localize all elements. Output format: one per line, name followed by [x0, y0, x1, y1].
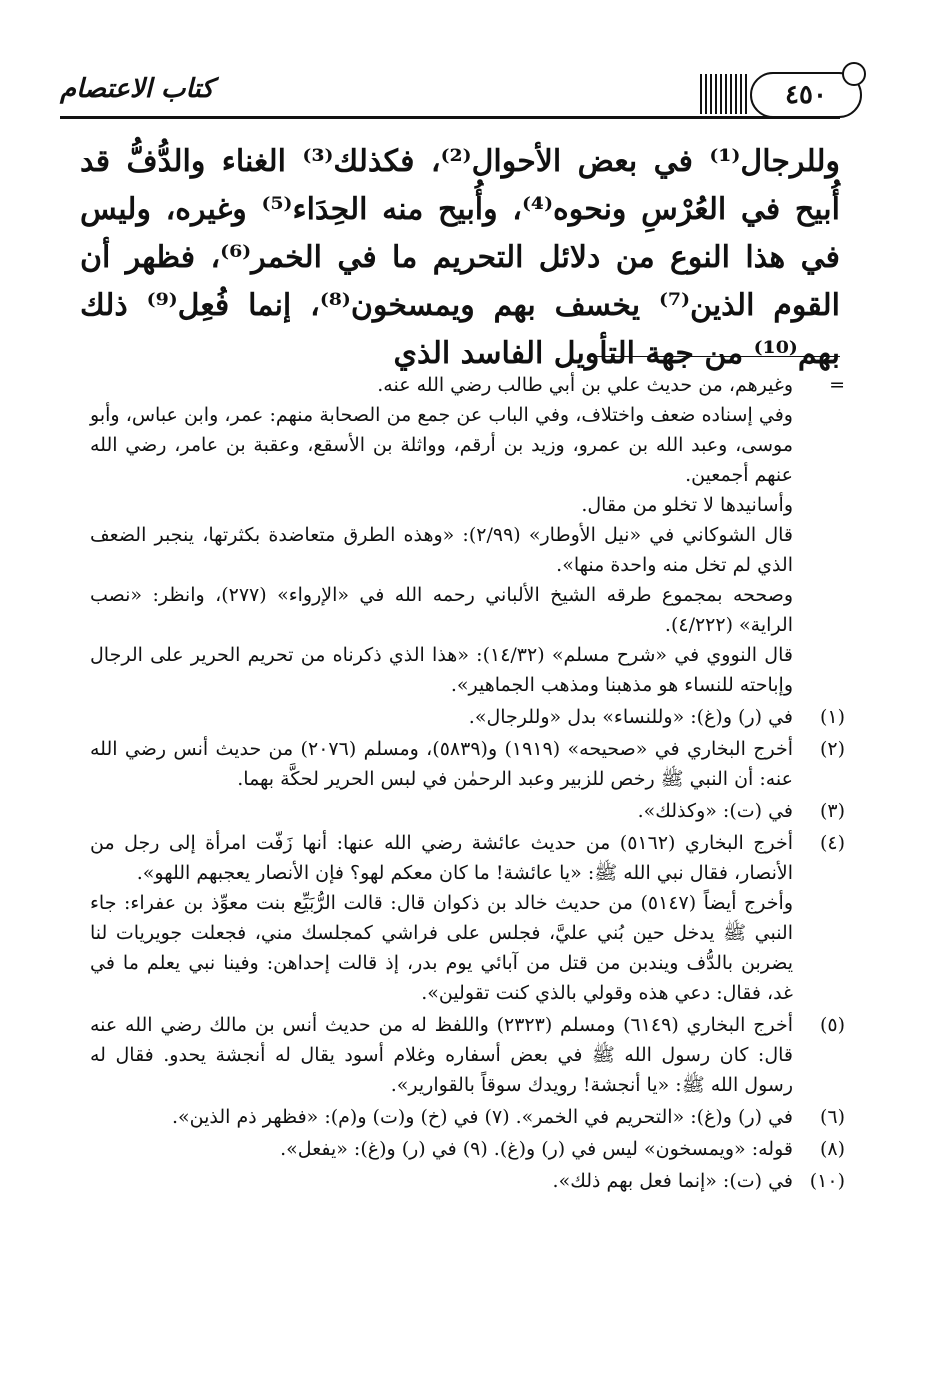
- footnote-body: [90, 1010, 793, 1100]
- continuation-paragraph: قال النووي في «شرح مسلم» (١٤/٣٢): «هذا الذي ذكرناه من تحريم الحرير على الرجال وإباحته للنساء هو مذهبنا ومذهب الجماهير».: [90, 644, 793, 696]
- footnote-paragraph: أخرج البخاري (٥١٦٢) من حديث عائشة رضي الله عنها: أنها زَفّت امرأة إلى رجل من الأنصار، فقال نبي الله ﷺ: «يا عائشة! ما كان معكم لهو؟ فإن الأنصار يعجبهم اللهو».: [90, 832, 793, 884]
- footnote: [90, 1010, 845, 1100]
- footnote-paragraph: قوله: «ويمسخون» ليس في (ر) و(غ). (٩) في (ر) و(غ): «يفعل».: [280, 1138, 793, 1160]
- footnote-separator: [588, 356, 840, 357]
- footnote-paragraph: في (ر) و(غ): «وللنساء» بدل «وللرجال».: [468, 706, 793, 728]
- footnote-number: (٦): [819, 1106, 845, 1128]
- main-paragraph: وللرجال⁽¹⁾ في بعض الأحوال⁽²⁾، فكذلك⁽³⁾ الغناء والدُّفُّ قد أُبيح في العُرْسِ ونحوه⁽⁴⁾، وأُبيح منه الحِدَاء⁽⁵⁾ وغيره، وليس في هذا النوع من دلائل التحريم ما في الخمر⁽⁶⁾، فظهر أن القوم الذين⁽⁷⁾ يخسف بهم ويمسخون⁽⁸⁾، إنما فُعِل⁽⁹⁾ ذلك بهم⁽¹⁰⁾ من جهة التأويل الفاسد الذي: [80, 144, 841, 371]
- footnote-paragraph: في (ر) و(غ): «التحريم في الخمر». (٧) في (خ) و(ت) و(م): «فظهر ذم الذين».: [172, 1106, 793, 1128]
- continuation-mark: =: [829, 374, 845, 396]
- continuation-paragraph: وأسانيدها لا تخلو من مقال.: [581, 494, 793, 516]
- main-text: [80, 138, 840, 378]
- footnote-number: (١): [819, 706, 845, 728]
- footnote-body: [90, 1134, 793, 1164]
- footnote-number: (٥): [819, 1014, 845, 1036]
- footnote-list: [90, 702, 845, 1196]
- header-rule: [60, 116, 840, 119]
- footnote-body: [90, 828, 793, 1008]
- footnote-number: (٢): [819, 738, 845, 760]
- continuation-body: [90, 370, 793, 700]
- footnote-paragraph: في (ت): «إنما فعل بهم ذلك».: [552, 1170, 793, 1192]
- footnote-body: [90, 702, 793, 732]
- footnote: [90, 1166, 845, 1196]
- footnote: [90, 702, 845, 732]
- continuation-paragraph: وغيرهم، من حديث علي بن أبي طالب رضي الله عنه.: [377, 374, 793, 396]
- footnote-body: [90, 1102, 793, 1132]
- book-title: كتاب الاعتصام: [60, 74, 214, 104]
- page-number: ٤٥٠: [785, 80, 827, 110]
- footnote-body: [90, 796, 793, 826]
- running-header: [60, 60, 840, 116]
- footnote-paragraph: في (ت): «وكذلك».: [637, 800, 793, 822]
- footnote-number: (٨): [819, 1138, 845, 1160]
- footnote-body: [90, 1166, 793, 1196]
- footnote-number: (٤): [819, 832, 845, 854]
- footnote-paragraph: أخرج البخاري (٦١٤٩) ومسلم (٢٣٢٣) واللفظ له من حديث أنس بن مالك رضي الله عنه قال: كان رسول الله ﷺ في بعض أسفاره وغلام أسود يقال له أنجشة يحدو. فقال له رسول الله ﷺ: «يا أنجشة! رويدك سوقاً بالقوارير».: [90, 1014, 793, 1096]
- continuation-paragraph: قال الشوكاني في «نيل الأوطار» (٢/٩٩): «وهذه الطرق متعاضدة بكثرتها، ينجبر الضعف الذي لم تخل منه واحدة منها».: [90, 524, 793, 576]
- footnote-paragraph: أخرج البخاري في «صحيحه» (١٩١٩) و(٥٨٣٩)، ومسلم (٢٠٧٦) من حديث أنس رضي الله عنه: أن النبي ﷺ رخص للزبير وعبد الرحمٰن في لبس الحرير لحكَّة بهما.: [90, 738, 793, 790]
- continuation-paragraph: وصححه بمجموع طرقه الشيخ الألباني رحمه الله في «الإرواء» (٢٧٧)، وانظر: «نصب الراية» (٤/٢٢٢).: [90, 584, 794, 636]
- header-ornament-ring: [842, 62, 866, 86]
- footnote-paragraph: وأخرج أيضاً (٥١٤٧) من حديث خالد بن ذكوان قال: قالت الرُّبَيِّع بنت معوِّذ بن عفراء: جاء النبي ﷺ يدخل حين بُني عليَّ، فجلس على فراشي كمجلسك مني، فجعلت جويريات لنا يضربن بالدُّف ويندبن من قتل من آبائي يوم بدر، إذ قالت إحداهن: وفينا نبي يعلم ما في غد، فقال: دعي هذه وقولي بالذي كنت تقولين».: [90, 892, 793, 1004]
- header-ornament-stripes: [700, 74, 748, 114]
- footnote-number: (١٠): [809, 1170, 845, 1192]
- footnotes: [90, 370, 845, 1198]
- footnote: [90, 1134, 845, 1164]
- continuation-paragraph: وفي إسناده ضعف واختلاف، وفي الباب عن جمع من الصحابة منهم: عمر، وابن عباس، وأبو موسى، وعبد الله بن عمرو، وزيد بن أرقم، وواثلة بن الأسقع، وعقبة بن عامر، رضي الله عنهم أجمعين.: [90, 404, 793, 486]
- footnote: [90, 1102, 845, 1132]
- footnote: [90, 734, 845, 794]
- footnote-number: (٣): [819, 800, 845, 822]
- footnote-continuation: [90, 370, 845, 700]
- footnote: [90, 828, 845, 1008]
- footnote-body: [90, 734, 793, 794]
- footnote: [90, 796, 845, 826]
